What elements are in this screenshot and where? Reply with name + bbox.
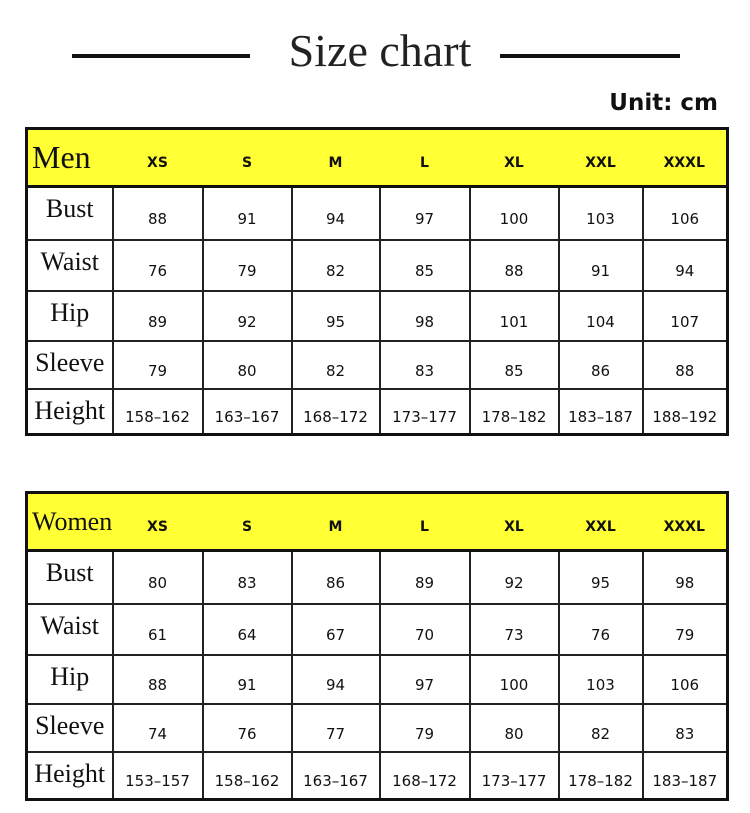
- measurement-value: 97: [380, 187, 470, 240]
- table-row: [27, 551, 728, 604]
- measurement-value: 100: [470, 655, 559, 704]
- women-size-table: [25, 491, 729, 801]
- measurement-value: 168–172: [292, 389, 380, 435]
- measurement-value: 94: [292, 655, 380, 704]
- measurement-label: Hip: [27, 291, 113, 341]
- measurement-value: 98: [380, 291, 470, 341]
- measurement-value: 85: [470, 341, 559, 389]
- unit-label: Unit: cm: [609, 90, 718, 116]
- measurement-value: 76: [203, 704, 292, 752]
- measurement-value: 168–172: [380, 752, 470, 800]
- measurement-value: 85: [380, 240, 470, 291]
- measurement-value: 91: [203, 187, 292, 240]
- measurement-value: 101: [470, 291, 559, 341]
- measurement-value: 158–162: [203, 752, 292, 800]
- size-header: XL: [470, 493, 559, 551]
- size-header: S: [203, 129, 292, 187]
- measurement-value: 77: [292, 704, 380, 752]
- table-row: [27, 341, 728, 389]
- measurement-value: 88: [113, 655, 203, 704]
- measurement-value: 67: [292, 604, 380, 655]
- measurement-value: 94: [292, 187, 380, 240]
- title-row: [0, 22, 750, 92]
- measurement-value: 91: [203, 655, 292, 704]
- measurement-value: 103: [559, 655, 643, 704]
- header-row: [27, 493, 728, 551]
- size-header: S: [203, 493, 292, 551]
- measurement-value: 76: [113, 240, 203, 291]
- size-header: XXXL: [643, 129, 728, 187]
- table-row: [27, 240, 728, 291]
- measurement-value: 95: [559, 551, 643, 604]
- measurement-value: 83: [643, 704, 728, 752]
- measurement-value: 173–177: [470, 752, 559, 800]
- measurement-value: 61: [113, 604, 203, 655]
- size-header: XS: [113, 493, 203, 551]
- measurement-value: 173–177: [380, 389, 470, 435]
- measurement-value: 82: [559, 704, 643, 752]
- measurement-value: 95: [292, 291, 380, 341]
- measurement-value: 79: [203, 240, 292, 291]
- measurement-value: 153–157: [113, 752, 203, 800]
- measurement-value: 107: [643, 291, 728, 341]
- size-header: XL: [470, 129, 559, 187]
- table-row: [27, 752, 728, 800]
- page-title: Size chart: [288, 25, 472, 76]
- measurement-value: 80: [470, 704, 559, 752]
- measurement-label: Bust: [27, 187, 113, 240]
- measurement-value: 103: [559, 187, 643, 240]
- size-header: L: [380, 129, 470, 187]
- measurement-value: 92: [470, 551, 559, 604]
- measurement-value: 106: [643, 655, 728, 704]
- title-rule-left: [72, 54, 250, 58]
- measurement-value: 94: [643, 240, 728, 291]
- men-size-table: [25, 127, 729, 436]
- size-header: XS: [113, 129, 203, 187]
- measurement-value: 178–182: [559, 752, 643, 800]
- measurement-label: Waist: [27, 604, 113, 655]
- measurement-value: 100: [470, 187, 559, 240]
- measurement-value: 76: [559, 604, 643, 655]
- table-row: [27, 704, 728, 752]
- table-label: Women: [27, 493, 113, 551]
- measurement-value: 163–167: [292, 752, 380, 800]
- measurement-value: 64: [203, 604, 292, 655]
- measurement-value: 83: [203, 551, 292, 604]
- measurement-label: Hip: [27, 655, 113, 704]
- measurement-label: Waist: [27, 240, 113, 291]
- measurement-value: 183–187: [643, 752, 728, 800]
- measurement-value: 104: [559, 291, 643, 341]
- measurement-value: 188–192: [643, 389, 728, 435]
- measurement-value: 88: [643, 341, 728, 389]
- measurement-value: 183–187: [559, 389, 643, 435]
- measurement-value: 92: [203, 291, 292, 341]
- measurement-value: 79: [113, 341, 203, 389]
- measurement-value: 88: [470, 240, 559, 291]
- measurement-label: Sleeve: [27, 341, 113, 389]
- table-row: [27, 291, 728, 341]
- measurement-value: 74: [113, 704, 203, 752]
- measurement-value: 88: [113, 187, 203, 240]
- measurement-label: Height: [27, 752, 113, 800]
- measurement-value: 178–182: [470, 389, 559, 435]
- measurement-value: 80: [113, 551, 203, 604]
- size-header: L: [380, 493, 470, 551]
- size-header: M: [292, 129, 380, 187]
- measurement-value: 98: [643, 551, 728, 604]
- measurement-value: 89: [113, 291, 203, 341]
- measurement-value: 70: [380, 604, 470, 655]
- measurement-value: 106: [643, 187, 728, 240]
- size-header: M: [292, 493, 380, 551]
- measurement-value: 82: [292, 240, 380, 291]
- measurement-value: 97: [380, 655, 470, 704]
- table-row: [27, 187, 728, 240]
- measurement-value: 91: [559, 240, 643, 291]
- size-header: XXXL: [643, 493, 728, 551]
- measurement-label: Sleeve: [27, 704, 113, 752]
- size-header: XXL: [559, 493, 643, 551]
- title-rule-right: [500, 54, 680, 58]
- size-header: XXL: [559, 129, 643, 187]
- table-row: [27, 655, 728, 704]
- measurement-label: Bust: [27, 551, 113, 604]
- measurement-value: 82: [292, 341, 380, 389]
- measurement-label: Height: [27, 389, 113, 435]
- table-row: [27, 604, 728, 655]
- table-label: Men: [27, 129, 113, 187]
- measurement-value: 79: [643, 604, 728, 655]
- measurement-value: 158–162: [113, 389, 203, 435]
- measurement-value: 89: [380, 551, 470, 604]
- measurement-value: 79: [380, 704, 470, 752]
- table-row: [27, 389, 728, 435]
- header-row: [27, 129, 728, 187]
- measurement-value: 163–167: [203, 389, 292, 435]
- measurement-value: 86: [292, 551, 380, 604]
- measurement-value: 86: [559, 341, 643, 389]
- measurement-value: 80: [203, 341, 292, 389]
- measurement-value: 73: [470, 604, 559, 655]
- measurement-value: 83: [380, 341, 470, 389]
